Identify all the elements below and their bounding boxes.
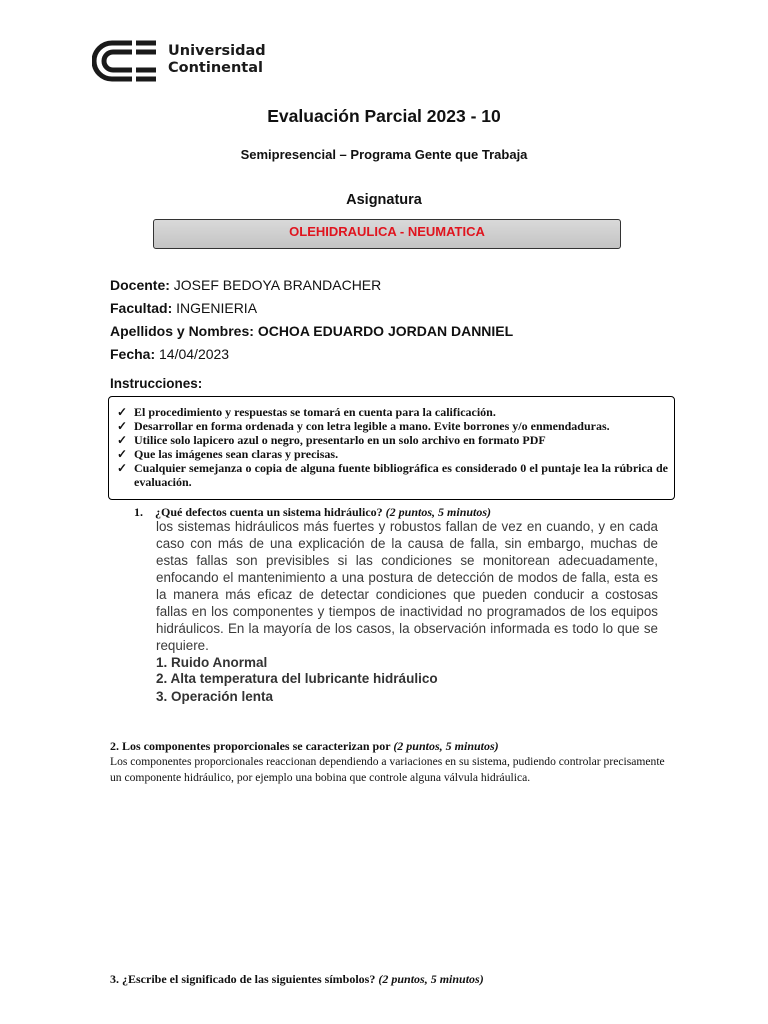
answer-2: Los componentes proporcionales reaccionan dependiendo a variaciones en su sistema, pudiendo controlar precisamente un componente hidráulico, por ejemplo una bobina que controle alguna válvula hidráulica. — [110, 755, 665, 784]
answer-1-list-item: 2. Alta temperatura del lubricante hidráulico — [156, 671, 438, 686]
fecha-value: 14/04/2023 — [159, 346, 230, 362]
nombres-line — [110, 323, 513, 339]
checkmark-icon: ✓ — [117, 433, 128, 447]
course-box — [153, 219, 621, 249]
nombres-label: Apellidos y Nombres: — [110, 323, 254, 339]
checkmark-icon: ✓ — [117, 405, 128, 419]
question-2-points: (2 puntos, 5 minutos) — [393, 739, 499, 753]
checkmark-icon: ✓ — [117, 461, 128, 475]
question-2-text: 2. Los componentes proporcionales se caracterizan por — [110, 739, 391, 753]
instruction-item — [117, 433, 668, 447]
instruction-item — [117, 461, 668, 489]
page-title: Evaluación Parcial 2023 - 10 — [267, 106, 501, 126]
instructions-title: Instrucciones: — [110, 376, 203, 391]
page-subtitle: Semipresencial – Programa Gente que Trabaja — [240, 147, 528, 162]
checkmark-icon: ✓ — [117, 447, 128, 461]
logo-mark-icon — [92, 40, 158, 82]
checkmark-icon: ✓ — [117, 419, 128, 433]
fecha-line — [110, 346, 229, 362]
course-name: OLEHIDRAULICA - NEUMATICA — [289, 224, 485, 239]
question-1-number: 1. — [134, 505, 143, 519]
answer-1: los sistemas hidráulicos más fuertes y robustos fallan de vez en cuando, y en cada caso con más de una explicación de la causa de falla, sin embargo, muchas de estas fallas son previsibles si las condiciones se monitorean adecuadamente, enfocando el mantenimiento a una postura de detección de modos de falla, esta es la manera más eficaz de detectar condiciones que pueden conducir a costosas fallas en los componentes y tiempos de inactividad no programados de los equipos hidráulicos. En la mayoría de los casos, la observación informada es todo lo que se requiere. — [156, 519, 658, 653]
question-2 — [110, 739, 499, 754]
docente-label: Docente: — [110, 277, 170, 293]
instruction-text: Que las imágenes sean claras y precisas. — [134, 447, 339, 461]
nombres-value: OCHOA EDUARDO JORDAN DANNIEL — [257, 323, 514, 339]
question-3-points: (2 puntos, 5 minutos) — [378, 972, 484, 986]
docente-value: JOSEF BEDOYA BRANDACHER — [173, 277, 382, 293]
instruction-item — [117, 447, 668, 461]
question-1-points: (2 puntos, 5 minutos) — [385, 505, 492, 519]
answer-1-list-item: 1. Ruido Anormal — [156, 655, 268, 670]
logo-line-2: Continental — [168, 60, 263, 76]
university-logo — [92, 40, 272, 84]
question-1-text: ¿Qué defectos cuenta un sistema hidráulico? — [155, 505, 383, 519]
facultad-line — [110, 300, 257, 316]
instruction-text: Utilice solo lapicero azul o negro, presentarlo en un solo archivo en formato PDF — [134, 433, 546, 447]
instruction-item — [117, 419, 668, 433]
facultad-label: Facultad: — [110, 300, 173, 316]
instructions-box — [108, 396, 675, 500]
fecha-label: Fecha: — [110, 346, 156, 362]
instruction-item — [117, 405, 668, 419]
asignatura-label: Asignatura — [346, 192, 422, 208]
instruction-text: Desarrollar en forma ordenada y con letra legible a mano. Evite borrones y/o enmendaduras. — [134, 419, 610, 433]
instruction-text: Cualquier semejanza o copia de alguna fuente bibliográfica es considerado 0 el puntaje lea la rúbrica de evaluación. — [134, 461, 668, 489]
facultad-value: INGENIERIA — [176, 300, 258, 316]
question-3 — [110, 972, 484, 987]
logo-text — [168, 43, 266, 77]
instruction-text: El procedimiento y respuestas se tomará en cuenta para la calificación. — [134, 405, 496, 419]
instructions-list — [117, 405, 668, 489]
question-3-text: 3. ¿Escribe el significado de las siguientes símbolos? — [110, 972, 376, 986]
docente-line — [110, 277, 381, 293]
answer-1-list-item: 3. Operación lenta — [156, 689, 274, 704]
logo-line-1: Universidad — [168, 43, 266, 59]
